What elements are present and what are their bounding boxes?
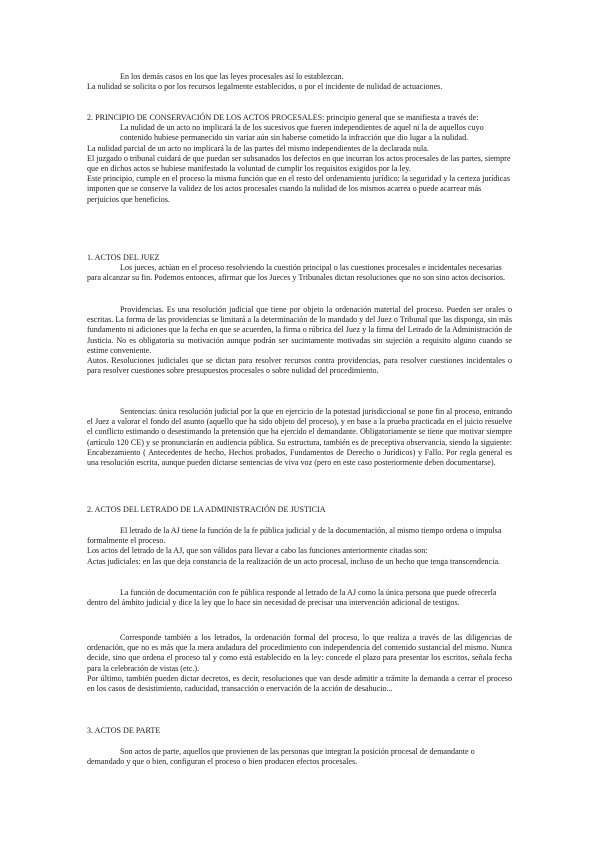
section-conservacion <box>87 113 512 205</box>
paragraph: Providencias. Es una resolución judicial que tiene por objeto la ordenación material del proceso. Pueden ser orales o escritas. La forma de las providencias se limitará a la determinación de lo mandado y del Juez o Tribunal que las disponga, sin más fundamento ni adiciones que la fecha en que se acuerden, la firma o rúbrica del Juez y la firma del Letrado de la Administración de Justicia. No es obligatoria su motivación aunque podrán ser sucintamente motivadas sin sujeción a requisito alguno cuando se estime conveniente. <box>87 305 512 355</box>
paragraph: En los demás casos en los que las leyes procesales así lo establezcan. <box>120 72 344 81</box>
paragraph: Sentencias: única resolución judicial por la que en ejercicio de la potestad jurisdiccional se pone fin al proceso, entrando el Juez a valorar el fondo del asunto (aquello que ha sido objeto del proceso), y en base a la prueba practicada en el juicio resuelve el conflicto estimando o desestimando la pretensión que ha ejercido el demandante. Obligatoriamente se tiene que motivar siempre (artículo 120 CE) y se pronunciarán en audiencia pública. Su estructura, también es de preceptiva observancia, siendo la siguiente: Encabezamiento ( Antecedentes de hecho, Hechos probados, Fundamentos de Derecho o Jurídicos) y Fallo. Por regla general es una resolución escrita, aunque pueden dictarse sentencias de viva voz (pero en este caso posteriormente deben documentarse). <box>87 407 512 468</box>
section-heading: 1. ACTOS DEL JUEZ <box>87 253 160 262</box>
paragraph: El juzgado o tribunal cuidará de que puedan ser subsanados los defectos en que incurran los actos procesales de las partes, siempre que en dichos actos se hubiese manifestado la voluntad de cumplir los requisitos exigidos por la ley. <box>87 153 511 174</box>
paragraph: Los jueces, actúan en el proceso resolviendo la cuestión principal o las cuestiones procesales e incidentales necesarias para alcanzar su fin. Podemos entonces, afirmar que los Jueces y Tribunales dictan resoluciones que no son sino actos decisorios. <box>87 263 506 283</box>
paragraph: Actas judiciales: en las que deja constancia de la realización de un acto procesal, incluso de un hecho que tenga transcendencia. <box>87 556 501 566</box>
letrado-ordenacion <box>87 633 512 694</box>
section-heading: 2. ACTOS DEL LETRADO DE LA ADMINISTRACIÓN DE JUSTICIA <box>87 505 326 514</box>
paragraph: Corresponde también a los letrados, la ordenación formal del proceso, lo que realiza a través de las diligencias de ordenación, que no es más que la mera andadura del procedimiento con independencia del contenido sustancial del mismo. Nunca decide, sino que ordena el proceso tal y como está establecido en la ley: concede el plazo para presentar los escritos, señala fecha para la celebración de vistas (etc.). <box>87 633 512 673</box>
section-heading: 2. PRINCIPIO DE CONSERVACIÓN DE LOS ACTOS PROCESALES: principio general que se manifiesta a través de: <box>87 113 479 122</box>
paragraph: El letrado de la AJ tiene la función de la fe pública judicial y de la documentación, al mismo tiempo ordena o impulsa formalmente el proceso. <box>87 526 502 546</box>
paragraph: La nulidad de un acto no implicará la de los sucesivos que fueren independientes de aquel ni la de aquellos cuyo contenido hubiese permanecido sin variar aún sin haberse cometido la infracción que dio lugar a la nulidad. <box>120 123 484 143</box>
paragraph: Autos. Resoluciones judiciales que se dictan para resolver recursos contra providencias, para resolver cuestiones incidentales o para resolver cuestiones sobre presupuestos procesales o sobre nulidad del procedimiento. <box>87 356 512 376</box>
paragraph: La nulidad se solicita o por los recursos legalmente establecidos, o por el incidente de nulidad de actuaciones. <box>87 82 443 92</box>
paragraph: Por último, también pueden dictar decretos, es decir, resoluciones que van desde admitir a trámite la demanda a cerrar el proceso en los casos de desistimiento, caducidad, transacción o enervación de la acción de desahucio... <box>87 673 512 694</box>
providencias-autos <box>87 305 512 376</box>
section-actos-parte <box>87 726 512 736</box>
actos-parte-body <box>87 747 512 767</box>
letrado-funciones <box>87 526 512 567</box>
section-letrado-heading <box>87 505 512 515</box>
letrado-documentacion <box>87 588 512 608</box>
sentencias <box>87 407 512 468</box>
section-actos-juez <box>87 253 512 284</box>
paragraph: Los actos del letrado de la AJ, que son válidos para llevar a cabo las funciones anteriormente citadas son: <box>87 546 428 556</box>
paragraph: Este principio, cumple en el proceso la misma función que en el resto del ordenamiento jurídico: la seguridad y la certeza jurídicas imponen que se conserve la validez de los actos procesales cuando la nulidad de los mismos acarrea o puede acarrear más perjuicios que beneficios. <box>87 174 510 204</box>
section-heading: 3. ACTOS DE PARTE <box>87 726 161 735</box>
paragraph: La nulidad parcial de un acto no implicará la de las partes del mismo independientes de la declarada nula. <box>87 143 429 153</box>
paragraph: Son actos de parte, aquellos que provienen de las personas que integran la posición procesal de demandante o demandado y que o bien, configuran el proceso o bien producen efectos procesales. <box>87 747 475 767</box>
nulidad-intro <box>87 72 512 92</box>
paragraph: La función de documentación con fe pública responde al letrado de la AJ como la única persona que puede ofrecerla dentro del ámbito judicial y dice la ley que lo hace sin necesidad de precisar una intervención adicional de testigos. <box>87 588 497 608</box>
